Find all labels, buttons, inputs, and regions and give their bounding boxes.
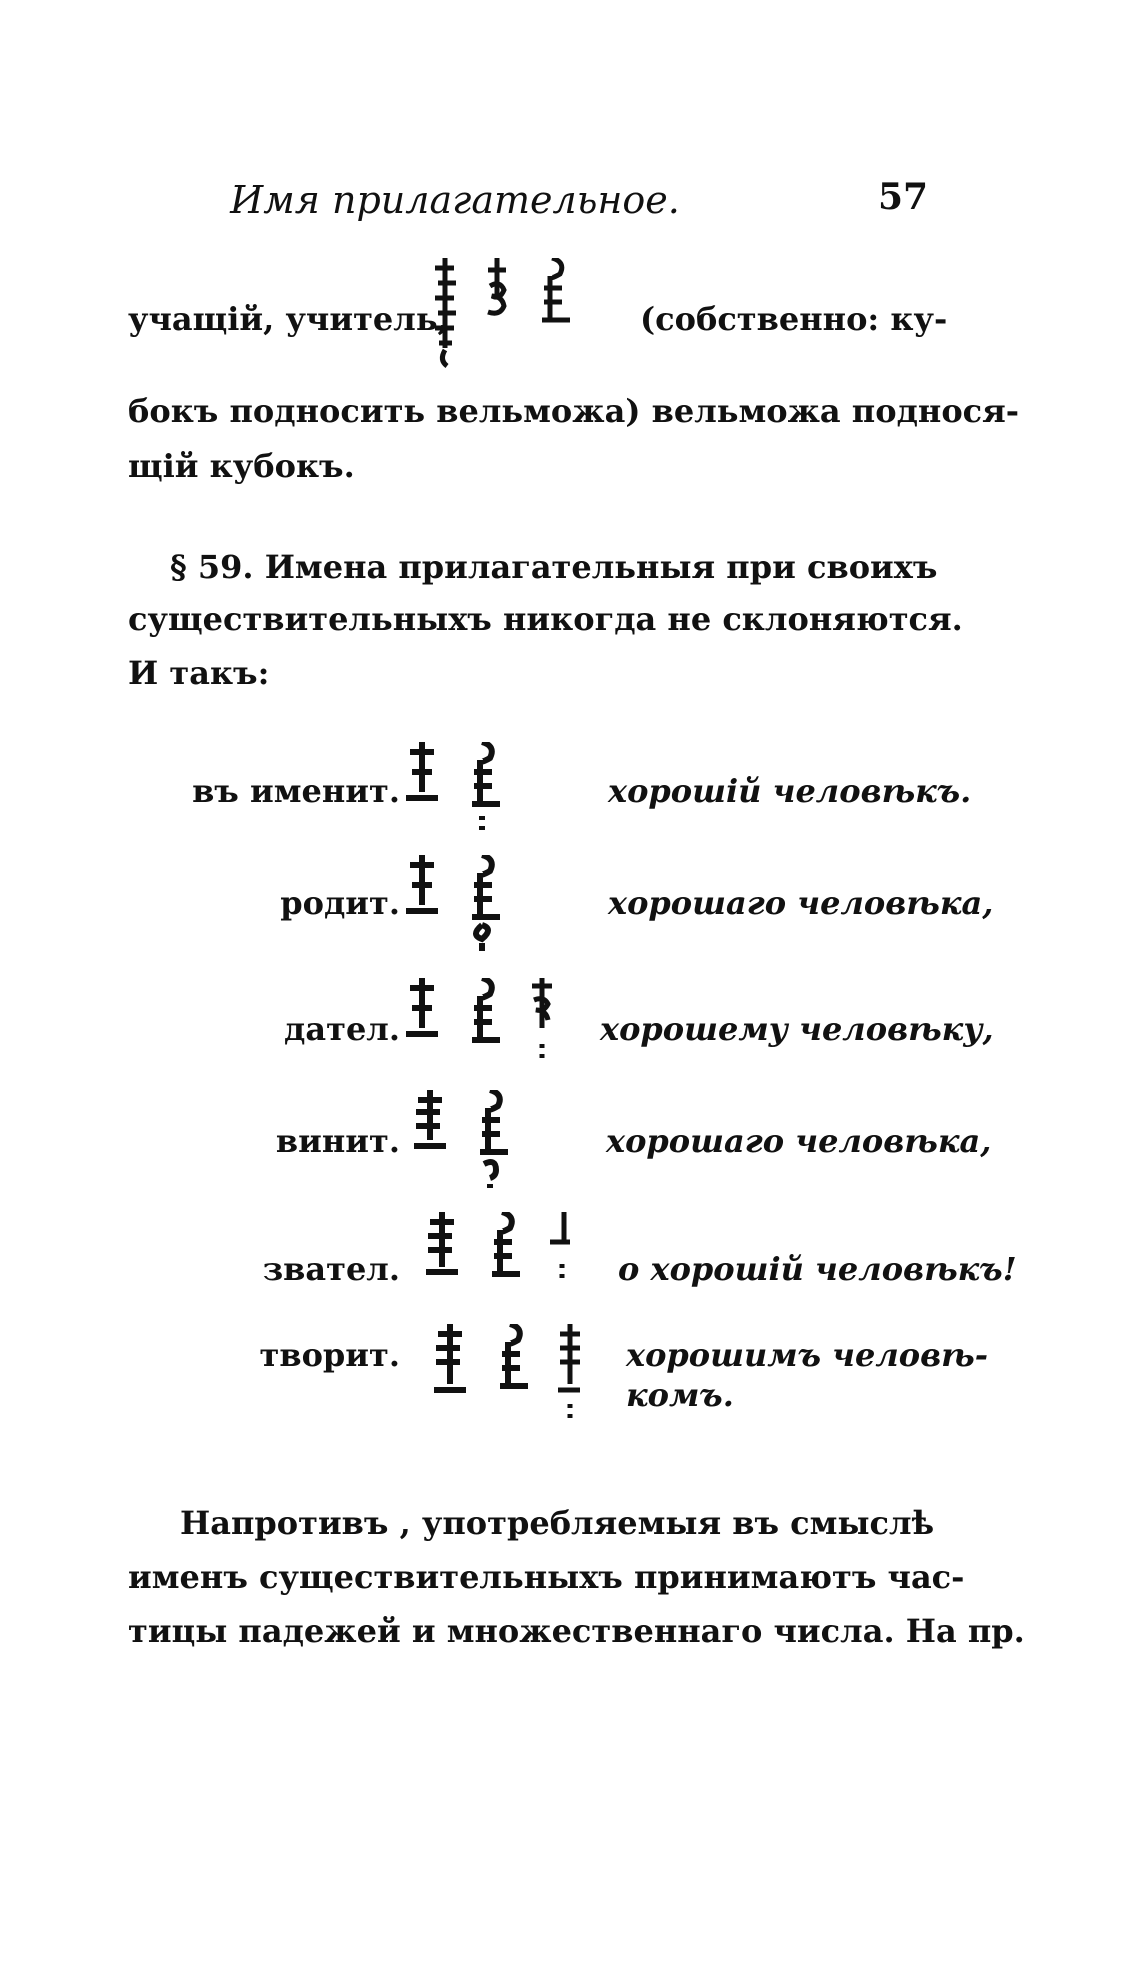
mongolian-glyph [534,258,574,338]
mongolian-glyph [464,742,504,837]
mongolian-glyph [402,978,442,1048]
intro-line-1a: учащій, учитель, [128,300,449,338]
mongolian-glyph [482,258,512,338]
gloss-instrumental-1: хорошимъ человѣ- [626,1336,988,1374]
case-label-nominative: въ именит. [192,772,400,810]
mongolian-glyph [472,1090,512,1190]
gloss-vocative: о хорошій человѣкъ! [618,1250,1017,1288]
mongolian-glyph [402,855,442,925]
para-59-line-2: существительныхъ никогда не склоняются. [128,600,963,638]
closing-line-1: Напротивъ , употребляемыя въ смыслѣ [180,1504,935,1542]
mongolian-glyph [484,1212,524,1287]
running-head: Имя прилагательное. [230,178,680,222]
mongolian-phrase-instrumental [430,1324,588,1424]
mongolian-glyph [464,978,504,1048]
intro-line-3: щій кубокъ. [128,447,355,485]
mongolian-glyph [526,978,560,1068]
mongolian-glyph [546,1212,576,1287]
mongolian-phrase-genitive [402,855,504,955]
mongolian-glyph [402,742,442,812]
intro-line-2: бокъ подносить вельможа) вельможа поднося- [128,392,1020,430]
page-number: 57 [878,176,929,218]
case-label-instrumental: творит. [259,1336,400,1374]
mongolian-glyph [410,1090,450,1160]
mongolian-script-word [430,258,574,368]
gloss-nominative: хорошій человѣкъ. [608,772,972,810]
case-label-genitive: родит. [280,884,400,922]
case-label-vocative: звател. [262,1250,400,1288]
gloss-genitive: хорошаго человѣка, [608,884,994,922]
mongolian-glyph [430,258,460,368]
mongolian-glyph [492,1324,532,1404]
mongolian-phrase-nominative [402,742,504,837]
mongolian-glyph [554,1324,588,1424]
mongolian-phrase-vocative [422,1212,576,1287]
para-59-line-3: И такъ: [128,654,270,692]
mongolian-glyph [422,1212,462,1287]
gloss-instrumental-2: комъ. [626,1376,734,1414]
intro-line-1b: (собственно: ку- [640,300,948,338]
mongolian-phrase-dative [402,978,560,1068]
gloss-dative: хорошему человѣку, [600,1010,994,1048]
gloss-accusative: хорошаго человѣка, [606,1122,992,1160]
case-label-accusative: винит. [275,1122,400,1160]
closing-line-2: именъ существительныхъ принимаютъ час- [128,1558,965,1596]
mongolian-glyph [464,855,504,955]
para-59-line-1: § 59. Имена прилагательныя при своихъ [170,548,938,586]
closing-line-3: тицы падежей и множественнаго числа. На пр. [128,1612,1025,1650]
mongolian-glyph [430,1324,470,1404]
mongolian-phrase-accusative [410,1090,512,1190]
case-label-dative: дател. [284,1010,400,1048]
